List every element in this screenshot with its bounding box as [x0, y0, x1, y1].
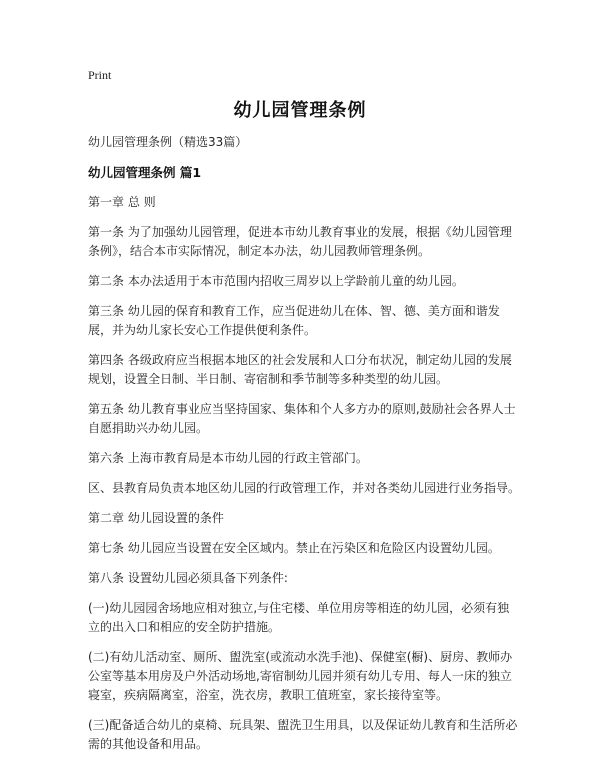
paragraph-article-1: 第一条 为了加强幼儿园管理，促进本市幼儿教育事业的发展，根据《幼儿园管理条例》，结合本市实际情况，制定本办法，幼儿园教师管理条例。	[88, 225, 512, 258]
paragraph-item-2: (二)有幼儿活动室、厕所、盥洗室(或流动水洗手池)、保健室(橱)、厨房、教师办公室等基本用房及户外活动场地,寄宿制幼儿园并须有幼儿专用、每人一床的独立寝室，疾病隔离室，浴室，洗衣房，教职工值班室，家长接待室等。	[88, 650, 513, 702]
paragraph-article-2: 第二条 本办法适用于本市范围内招收三周岁以上学龄前儿童的幼儿园。	[88, 274, 464, 288]
page-title: 幼儿园管理条例	[233, 100, 367, 121]
paragraph-article-3: 第三条 幼儿园的保育和教育工作，应当促进幼儿在体、智、德、美方面和谐发展，并为幼儿家长安心工作提供便利条件。	[88, 304, 500, 337]
paragraph-article-5: 第五条 幼儿教育事业应当坚持国家、集体和个人多方办的原则,鼓励社会各界人士自愿捐助兴办幼儿园。	[88, 402, 516, 435]
paragraph-article-6: 第六条 上海市教育局是本市幼儿园的行政主管部门。	[88, 451, 368, 465]
paragraph-chapter-2: 第二章 幼儿园设置的条件	[88, 511, 224, 525]
paragraph-article-7: 第七条 幼儿园应当设置在安全区域内。禁止在污染区和危险区内设置幼儿园。	[88, 541, 500, 555]
print-link[interactable]: Print	[88, 68, 112, 82]
paragraph-item-3: (三)配备适合幼儿的桌椅、玩具架、盥洗卫生用具，以及保证幼儿教育和生活所必需的其他设备和用品。	[88, 718, 518, 751]
paragraph-item-1: (一)幼儿园园舍场地应相对独立,与住宅楼、单位用房等相连的幼儿园，必须有独立的出入口和相应的安全防护措施。	[88, 601, 510, 634]
paragraph-district-note: 区、县教育局负责本地区幼儿园的行政管理工作，并对各类幼儿园进行业务指导。	[88, 481, 521, 495]
paragraph-article-4: 第四条 各级政府应当根据本地区的社会发展和人口分布状况，制定幼儿园的发展规划，设置全日制、半日制、寄宿制和季节制等多种类型的幼儿园。	[88, 353, 512, 386]
paragraph-chapter-1: 第一章 总 则	[88, 195, 156, 209]
section-heading: 幼儿园管理条例 篇1	[88, 165, 202, 180]
document-subtitle: 幼儿园管理条例（精选33篇）	[88, 135, 248, 149]
paragraph-article-8: 第八条 设置幼儿园必须具备下列条件:	[88, 571, 288, 585]
document-body	[88, 133, 520, 765]
